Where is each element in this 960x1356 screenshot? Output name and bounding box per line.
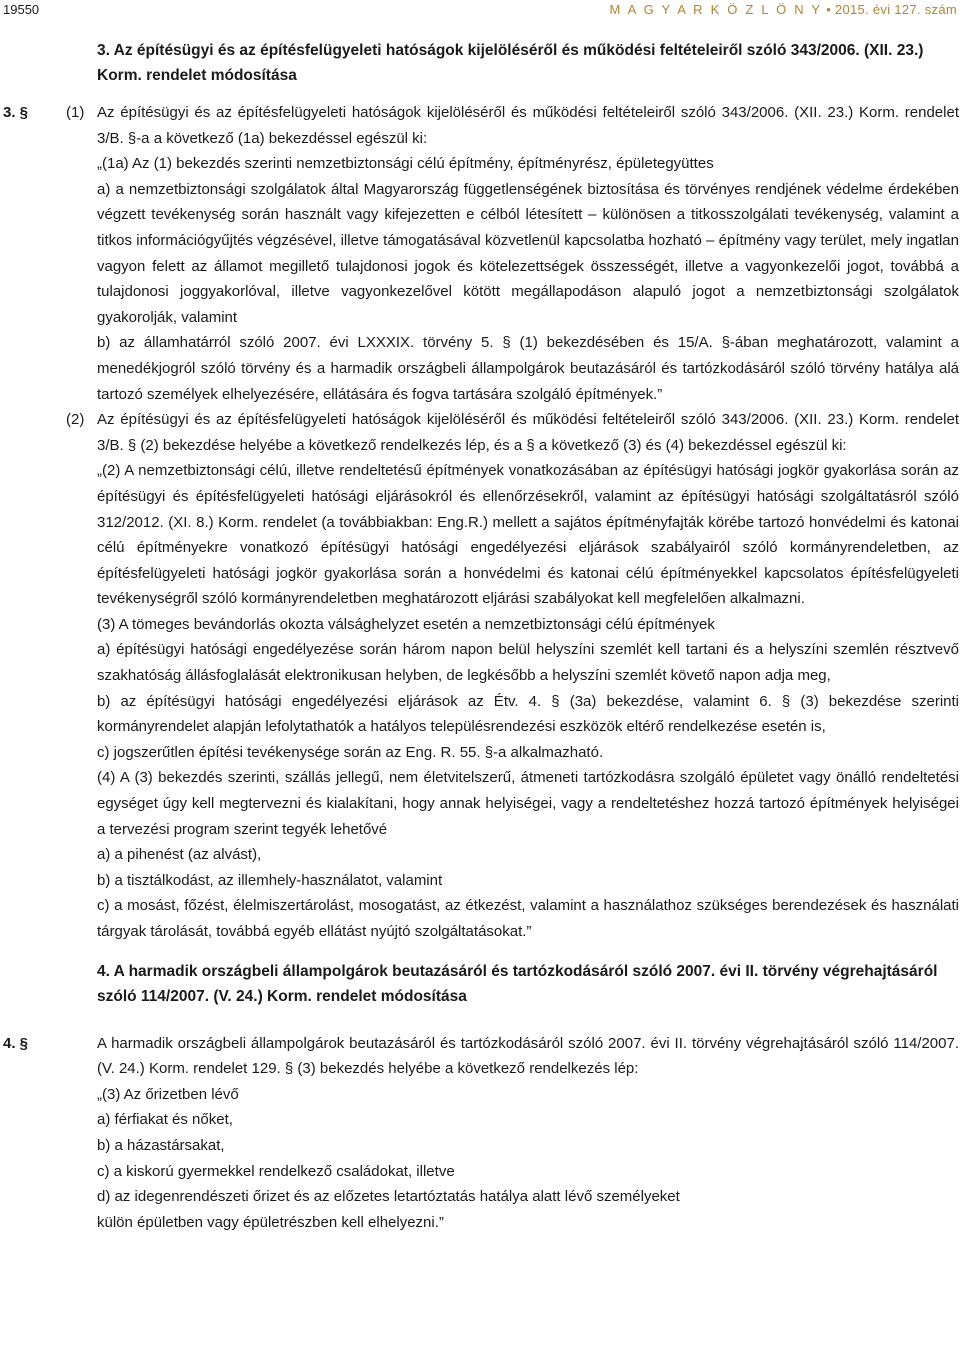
- amendment-line: c) a mosást, főzést, élelmiszertárolást, mosogatást, az étkezést, valamint a használathoz szükséges berendezések és használati tárgyak tárolását, továbbá egyéb ellátást nyújtó szolgáltatásokat.”: [97, 897, 959, 940]
- amendment-line: külön épületben vagy épületrészben kell elhelyezni.”: [97, 1213, 444, 1231]
- amendment-line: (4) A (3) bekezdés szerinti, szállás jellegű, nem életvitelszerű, átmeneti tartózkodásra szolgáló épületet vagy önálló rendeltetési egységet úgy kell megtervezni és kialakítani, hogy annak helyiségei, vagy a rendeltetéshez hozzá tartozó építmények helyiségei a tervezési program szerint tegyék lehetővé: [97, 769, 959, 838]
- page-header: [0, 0, 960, 26]
- amendment-1a-block: [97, 151, 959, 407]
- section-4-heading: 4. A harmadik országbeli állampolgárok beutazásáról és tartózkodásáról szóló 2007. évi II. törvény végrehajtásáról szóló 114/2007. (V. 24.) Korm. rendelet módosítása: [97, 962, 938, 1005]
- amendment-line: „(1a) Az (1) bekezdés szerinti nemzetbiztonsági célú építmény, építményrész, épületegyüttes: [97, 155, 714, 173]
- paragraph-4: [0, 1031, 960, 1236]
- amendment-line: c) a kiskorú gyermekkel rendelkező családokat, illetve: [97, 1162, 455, 1180]
- amendment-line: c) jogszerűtlen építési tevékenysége során az Eng. R. 55. §-a alkalmazható.: [97, 743, 604, 761]
- amendment-line: b) a tisztálkodást, az illemhely-használatot, valamint: [97, 871, 443, 889]
- amendment-line: „(3) Az őrizetben lévő: [97, 1085, 239, 1103]
- amendment-129-3-block: [97, 1082, 959, 1236]
- amendment-line: a) a pihenést (az alvást),: [97, 846, 262, 864]
- issue-info: • 2015. évi 127. szám: [826, 2, 957, 17]
- amendment-line: b) az építésügyi hatósági engedélyezési eljárások az Étv. 4. § (3a) bekezdése, valamint 6. § (3) bekezdése szerinti kormányrendelet alapján lefolytathatók a hatályos településrendezési eszközök eltérő rendelkezése esetén is,: [97, 692, 959, 736]
- amendment-line: d) az idegenrendészeti őrizet és az előzetes letartóztatás hatálya alatt lévő személyeket: [97, 1188, 680, 1206]
- paragraph-3-number: 3. §: [3, 104, 29, 121]
- amendment-line: b) az államhatárról szóló 2007. évi LXXXIX. törvény 5. § (1) bekezdésében és 15/A. §-ában meghatározott, valamint a menedékjogról szóló törvény és a harmadik országbeli állampolgárok beutazásáról és tartózkodásáról szóló törvény hatálya alá tartozó személyek elhelyezésére, ellátására és fogva tartására szolgáló építmények.”: [97, 334, 959, 403]
- amendment-line: a) férfiakat és nőket,: [97, 1111, 233, 1129]
- subsection-3-2-number: (2): [66, 411, 85, 429]
- amendment-2-4-block: [97, 458, 959, 944]
- subsection-3-1: [0, 100, 960, 151]
- journal-name: M A G Y A R K Ö Z L Ö N Y: [609, 2, 823, 17]
- document-body: [0, 38, 960, 1235]
- section-3-heading: 3. Az építésügyi és az építésfelügyeleti hatóságok kijelöléséről és működési feltételeiről szóló 343/2006. (XII. 23.) Korm. rendelet módosítása: [97, 42, 924, 84]
- amendment-line: a) építésügyi hatósági engedélyezése során három napon belül helyszíni szemlét kell tartani és a helyszíni szemlén résztvevő szakhatóság állásfoglalását elektronikusan helyben, de legkésőbb a helyszíni szemlét követő napon adja meg,: [97, 641, 959, 685]
- page-number: 19550: [3, 2, 40, 17]
- subsection-3-1-text: Az építésügyi és az építésfelügyeleti hatóságok kijelöléséről és működési feltételeiről szóló 343/2006. (XII. 23.) Korm. rendelet 3/B. §-a a következő (1a) bekezdéssel egészül ki:: [97, 104, 959, 147]
- amendment-line: a) a nemzetbiztonsági szolgálatok által Magyarország függetlenségének biztosítása és törvényes rendjének védelme érdekében végzett tevékenység során használt vagy kifejezetten e célból létesített – különösen a titkosszolgálati tevékenység, valamint a titkos információgyűjtés végzésével, illetve támogatásával közvetlenül kapcsolatba hozható – építmény vagy terület, mely ingatlan vagyon felett az államot megillető tulajdonosi jogok és kötelezettségek összességét, illetve a vagyonkezelői jogot, továbbá a tulajdonosi joggyakorlóval, illetve vagyonkezelővel kötött megállapodáson alapuló jogot a nemzetbiztonsági szolgálatok gyakorolják, valamint: [97, 180, 959, 326]
- subsection-3-1-number: (1): [66, 104, 85, 121]
- paragraph-4-number: 4. §: [3, 1034, 29, 1052]
- amendment-line: (3) A tömeges bevándorlás okozta válsághelyzet esetén a nemzetbiztonsági célú építmények: [97, 615, 715, 633]
- amendment-line: b) a házastársakat,: [97, 1136, 225, 1154]
- paragraph-3: [0, 100, 960, 945]
- paragraph-4-text: A harmadik országbeli állampolgárok beutazásáról és tartózkodásáról szóló 2007. évi II. törvény végrehajtásáról szóló 114/2007. (V. 24.) Korm. rendelet 129. § (3) bekezdés helyébe a következő rendelkezés lép:: [97, 1034, 959, 1078]
- subsection-3-2: [0, 407, 960, 458]
- subsection-3-2-text: Az építésügyi és az építésfelügyeleti hatóságok kijelöléséről és működési feltételeiről szóló 343/2006. (XII. 23.) Korm. rendelet 3/B. § (2) bekezdése helyébe a következő rendelkezés lép, és a § a következő (3) és (4) bekezdéssel egészül ki:: [97, 411, 959, 454]
- journal-title: [610, 0, 958, 20]
- amendment-line: „(2) A nemzetbiztonsági célú, illetve rendeltetésű építmények vonatkozásában az építésügyi hatósági jogkör gyakorlása során az építésügyi és építésfelügyeleti hatósági eljárásokról és ellenőrzésekről, valamint az építésügyi hatósági szolgáltatásról szóló 312/2012. (XI. 8.) Korm. rendelet (a továbbiakban: Eng.R.) mellett a sajátos építményfajták körébe tartozó honvédelmi és katonai célú építményekre vonatkozó építésügyi hatósági engedélyezési eljárások szabályairól szóló kormányrendeletben, az építésfelügyeleti hatósági jogkör gyakorlása során a honvédelmi és katonai célú építményekkel kapcsolatos építésfelügyeleti tevékenységről szóló kormányrendeletben meghatározott eljárási szabályokat kell megfelelően alkalmazni.: [97, 462, 959, 608]
